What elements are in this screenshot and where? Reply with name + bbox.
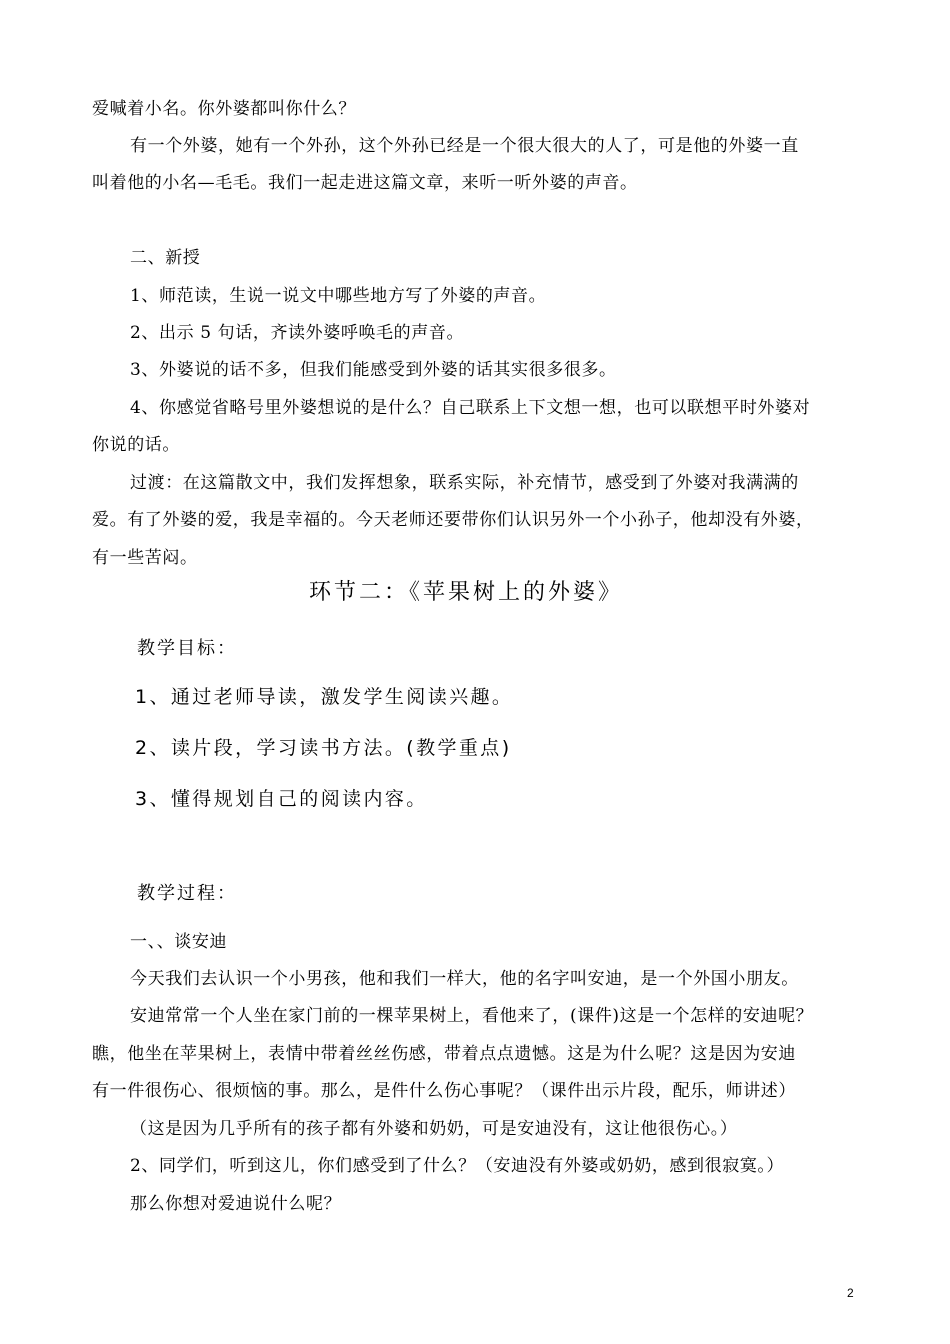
- goal-item: 3、懂得规划自己的阅读内容。: [135, 788, 428, 810]
- paragraph-line: 安迪常常一个人坐在家门前的一棵苹果树上，看他来了，(课件)这是一个怎样的安迪呢？: [130, 1006, 814, 1026]
- page-number: 2: [847, 1286, 854, 1300]
- paragraph-line: （这是因为几乎所有的孩子都有外婆和奶奶，可是安迪没有，这让他很伤心。）: [130, 1119, 738, 1139]
- part-title: 一、、谈安迪: [130, 932, 228, 952]
- step-item: 4、你感觉省略号里外婆想说的是什么？自己联系上下文想一想，也可以联想平时外婆对: [130, 398, 811, 418]
- paragraph-line: 今天我们去认识一个小男孩，他和我们一样大，他的名字叫安迪，是一个外国小朋友。: [130, 969, 799, 989]
- process-label: 教学过程：: [137, 883, 237, 904]
- new-lesson-title: 二、新授: [130, 248, 201, 268]
- paragraph-line: 叫着他的小名—毛毛。我们一起走进这篇文章，来听一听外婆的声音。: [92, 173, 638, 193]
- paragraph-line: 2、同学们，听到这儿，你们感受到了什么？（安迪没有外婆或奶奶，感到很寂寞。）: [130, 1156, 785, 1176]
- step-item: 2、出示 5 句话，齐读外婆呼唤毛的声音。: [130, 323, 465, 343]
- step-item: 1、师范读，生说一说文中哪些地方写了外婆的声音。: [130, 286, 547, 306]
- goal-item: 2、读片段，学习读书方法。(教学重点): [135, 737, 512, 759]
- goal-item: 1、通过老师导读，激发学生阅读兴趣。: [135, 686, 514, 708]
- paragraph-line: 爱喊着小名。你外婆都叫你什么？: [92, 99, 356, 119]
- transition-line: 有一些苦闷。: [92, 548, 198, 568]
- goals-label: 教学目标：: [137, 638, 237, 659]
- transition-line: 过渡：在这篇散文中，我们发挥想象，联系实际，补充情节，感受到了外婆对我满满的: [130, 473, 799, 493]
- step-item: 3、外婆说的话不多，但我们能感受到外婆的话其实很多很多。: [130, 360, 617, 380]
- paragraph-line: 有一件很伤心、很烦恼的事。那么，是件什么伤心事呢？（课件出示片段，配乐，师讲述）: [92, 1081, 796, 1101]
- section-title: 环节二：《苹果树上的外婆》: [309, 580, 624, 605]
- paragraph-line: 有一个外婆，她有一个外孙，这个外孙已经是一个很大很大的人了，可是他的外婆一直: [130, 136, 799, 156]
- paragraph-line: 瞧，他坐在苹果树上，表情中带着丝丝伤感，带着点点遗憾。这是为什么呢？这是因为安迪: [92, 1044, 796, 1064]
- paragraph-line: 那么你想对爱迪说什么呢？: [130, 1194, 342, 1214]
- step-item-continued: 你说的话。: [92, 435, 180, 455]
- transition-line: 爱。有了外婆的爱，我是幸福的。今天老师还要带你们认识另外一个小孙子，他却没有外婆，: [92, 510, 814, 530]
